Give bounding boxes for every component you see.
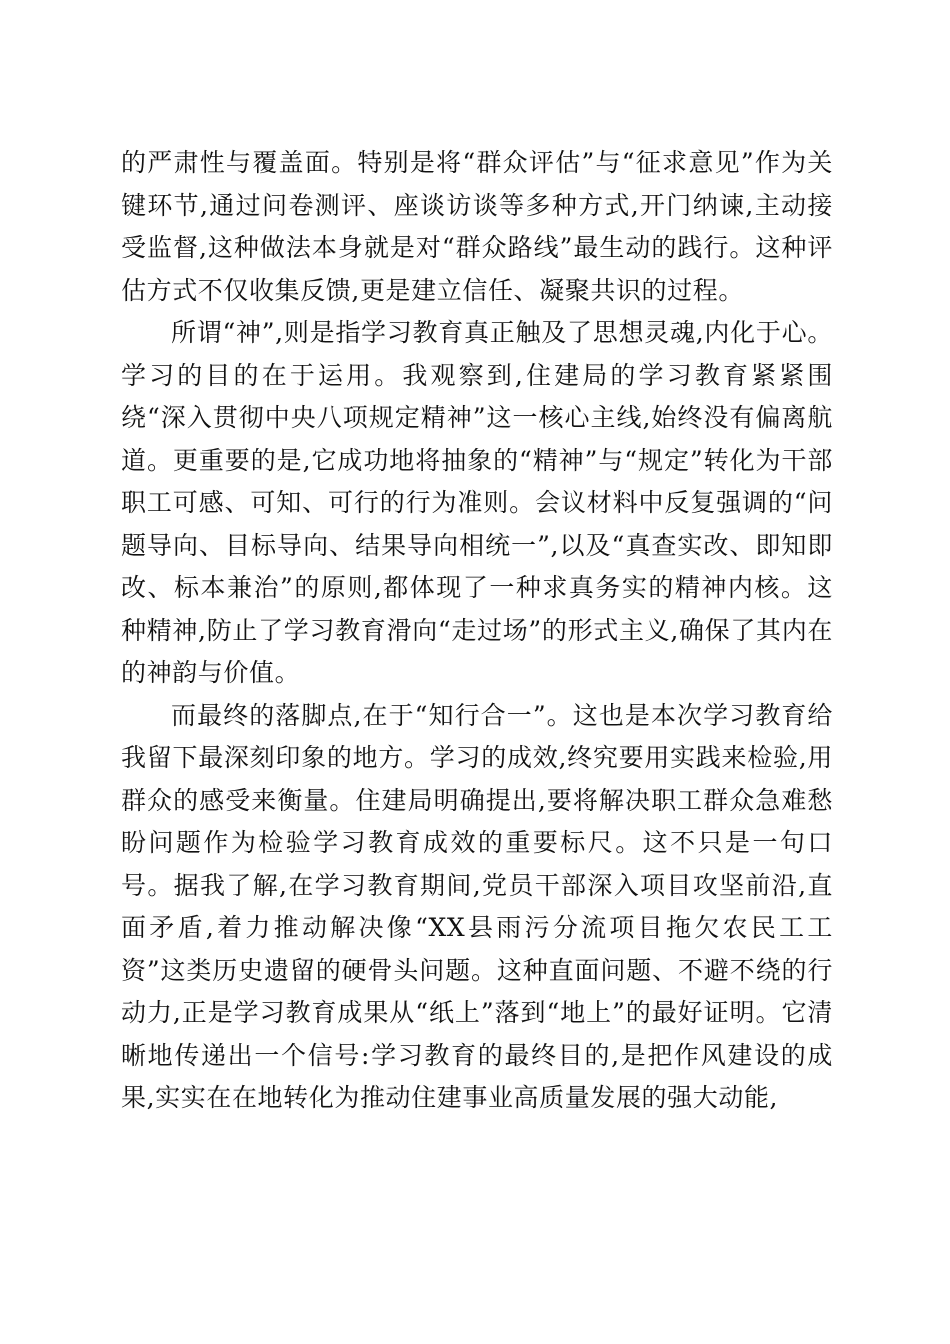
paragraph-spirit: 所谓“神”,则是指学习教育真正触及了思想灵魂,内化于心。学习的目的在于运用。我观察到,住建局的学习教育紧紧围绕“深入贯彻中央八项规定精神”这一核心主线,始终没有偏离航道。更重要的是,它成功地将抽象的“精神”与“规定”转化为干部职工可感、可知、可行的行为准则。会议材料中反复强调的“问题导向、目标导向、结果导向相统一”,以及“真查实改、即知即改、标本兼治”的原则,都体现了一种求真务实的精神内核。这种精神,防止了学习教育滑向“走过场”的形式主义,确保了其内在的神韵与价值。 <box>121 318 833 687</box>
body-text <box>121 142 833 1120</box>
paragraph-continuation: 的严肃性与覆盖面。特别是将“群众评估”与“征求意见”作为关键环节,通过问卷测评、座谈访谈等多种方式,开门纳谏,主动接受监督,这种做法本身就是对“群众路线”最生动的践行。这种评估方式不仅收集反馈,更是建立信任、凝聚共识的过程。 <box>121 148 833 305</box>
paragraph-practice: 而最终的落脚点,在于“知行合一”。这也是本次学习教育给我留下最深刻印象的地方。学习的成效,终究要用实践来检验,用群众的感受来衡量。住建局明确提出,要将解决职工群众急难愁盼问题作为检验学习教育成效的重要标尺。这不只是一句口号。据我了解,在学习教育期间,党员干部深入项目攻坚前沿,直面矛盾,着力推动解决像“XX县雨污分流项目拖欠农民工工资”这类历史遗留的硬骨头问题。这种直面问题、不避不绕的行动力,正是学习教育成果从“纸上”落到“地上”的最好证明。它清晰地传递出一个信号:学习教育的最终目的,是把作风建设的成果,实实在在地转化为推动住建事业高质量发展的强大动能, <box>121 700 833 1112</box>
